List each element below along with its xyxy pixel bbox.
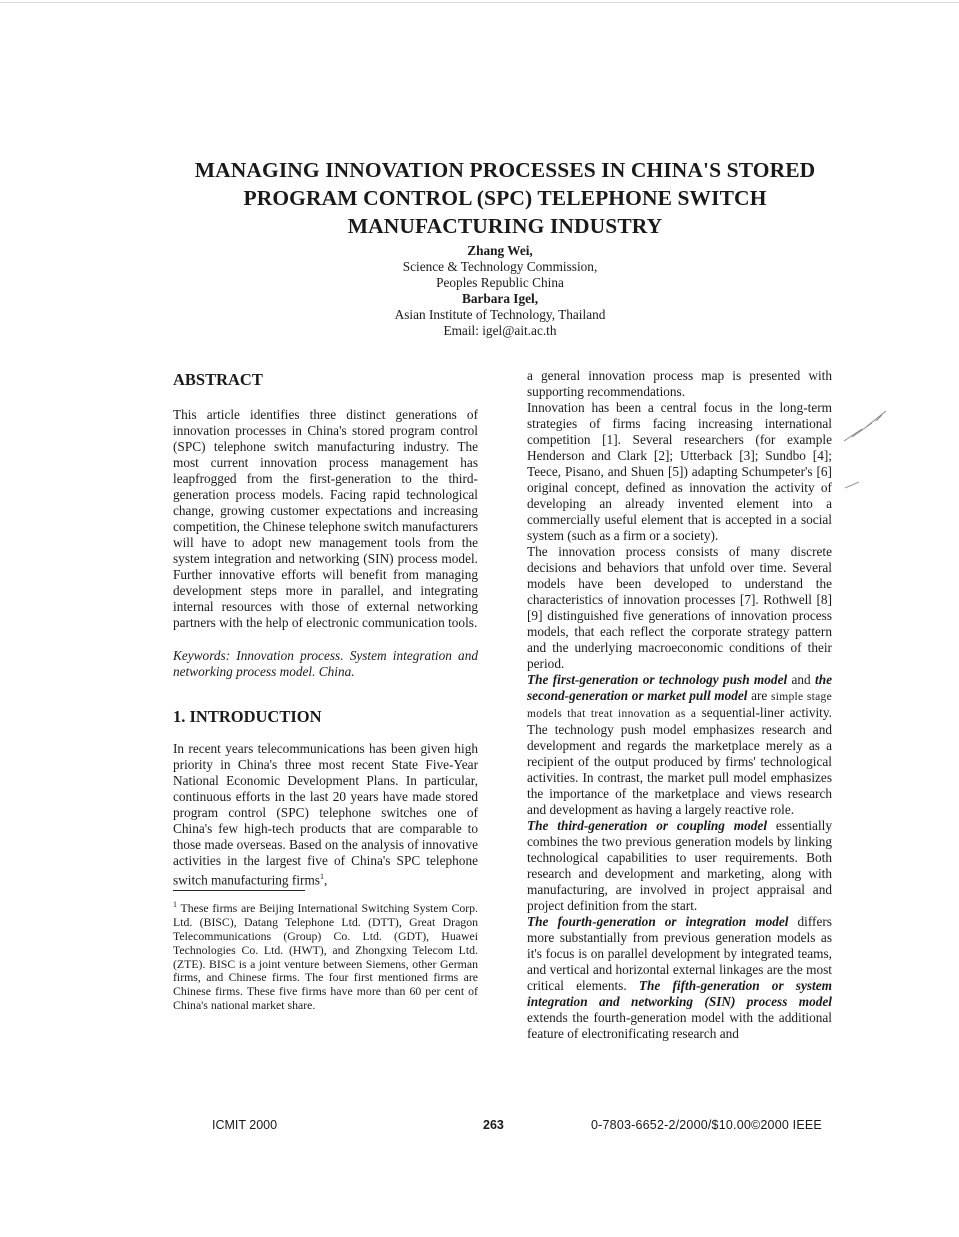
- paragraph-text: sequential-liner activity. The technology push model emphasizes research and development and regards the marketplace merely as a recipient of the output produced by firms' technological activities. In contrast, the market pull model emphasizes the importance of the marketplace and views research and development as having a largely reactive role.: [527, 705, 832, 817]
- model-term: The first-generation or technology push model: [527, 672, 788, 687]
- pencil-scribble-mark: [842, 405, 890, 445]
- paragraph-text: differs more substantially from previous generation models as it's focus is on parallel development by integrated teams, and vertical and horizontal external linkages are the most critical elements.: [527, 914, 832, 993]
- title-line: PROGRAM CONTROL (SPC) TELEPHONE SWITCH: [243, 186, 767, 210]
- footer-conference: ICMIT 2000: [212, 1118, 278, 1132]
- author-name: Barbara Igel,: [461, 291, 539, 306]
- keywords: Keywords: Innovation process. System integration and networking process model. China.: [173, 648, 478, 679]
- model-term: The third-generation or coupling model: [527, 818, 768, 833]
- paragraph: Innovation has been a central focus in the long-term strategies of firms facing increasing international competition [1]. Several researchers (for example Henderson and Clark [2]; Utterback [3]; Sundbo [4]; Teece, Pisano, and Shuen [5]) adapting Schumpeter's [6] original concept, defined as innovation the activity of developing an already invented element into a commercially useful element that is accepted in a social system (such as a firm or a society).: [527, 400, 832, 543]
- author-affiliation: Science & Technology Commission,: [402, 259, 598, 274]
- title-line: MANUFACTURING INDUSTRY: [347, 214, 663, 238]
- paragraph: The innovation process consists of many discrete decisions and behaviors that unfold over time. Several models have been developed to understand the characteristics of innovation processes [7]. Rothwell [8] [9] distinguished five generations of innovation process models, that each reflect the corporate strategy pattern and the underlying macroeconomic conditions of their period.: [527, 544, 832, 671]
- left-column: [173, 370, 478, 1013]
- footnote-number: 1: [173, 900, 177, 910]
- footnote-marker: 1: [319, 872, 324, 881]
- paragraph-text: simple stage models that treat innovation as a: [527, 691, 832, 720]
- author-email: Email: igel@ait.ac.th: [443, 323, 557, 338]
- author-affiliation: Asian Institute of Technology, Thailand: [394, 307, 606, 322]
- abstract-text: This article identifies three distinct generations of innovation processes in China's stored program control (SPC) telephone switch manufacturing industry. The most current innovation process management has leapfrogged from the first-generation to the third-generation process models. Facing rapid technological change, growing customer expectations and increasing competition, the Chinese telephone switch manufacturers will have to adopt new management tools from the system integration and networking (SIN) process model. Further innovative efforts will benefit from managing development steps more in parallel, and integrating internal resources with those of external networking partners with the help of electronic communication tools.: [173, 407, 478, 630]
- introduction-body: In recent years telecommunications has been given high priority in China's three most recent State Five-Year National Economic Development Plans. In particular, continuous efforts in the last 20 years have made stored program control (SPC) telephone switches one of China's few high-tech products that are comparable to those made overseas. Based on the analysis of innovative activities in the largest five of China's SPC telephone switch manufacturing firms: [173, 741, 478, 888]
- author-name: Zhang Wei,: [467, 243, 533, 258]
- paper-title: [150, 156, 860, 240]
- top-scan-edge: [0, 2, 959, 3]
- footnote: [173, 898, 478, 1012]
- footnote-text: These firms are Beijing International Switching System Corp. Ltd. (BISC), Datang Telephone Ltd. (DTT), Great Dragon Telecommunications (Group) Co. Ltd. (GDT), Huawei Technologies Co. Ltd. (HWT), and Zhongxing Telecom Ltd. (ZTE). BISC is a joint venture between Siemens, other German firms, and Chinese firms. The four first mentioned firms are Chinese firms. These five firms have more than 60 per cent of China's national market share.: [173, 901, 478, 1012]
- paragraph: [527, 914, 832, 1042]
- footer-page-number: 263: [483, 1118, 504, 1132]
- author-block: [330, 243, 670, 339]
- paragraph-text: extends the fourth-generation model with the additional feature of electronificating research and: [527, 1010, 832, 1041]
- title-line: MANAGING INNOVATION PROCESSES IN CHINA'S STORED: [194, 158, 816, 182]
- paragraph-text: are: [747, 688, 771, 703]
- paragraph-text: essentially combines the two previous generation models by linking technological capabilities to user requirements. Both research and development and marketing, along with manufacturing, are involved in project appraisal and project definition from the start.: [527, 818, 832, 913]
- paragraph: [527, 818, 832, 914]
- introduction-body-end: ,: [323, 872, 328, 888]
- author-affiliation: Peoples Republic China: [436, 275, 564, 290]
- abstract-heading: ABSTRACT: [173, 370, 263, 389]
- pencil-tick-mark: [843, 478, 863, 492]
- right-column: [527, 368, 832, 1042]
- introduction-heading: 1. INTRODUCTION: [173, 707, 322, 726]
- paragraph: [527, 672, 832, 818]
- paragraph-text: and: [787, 672, 815, 687]
- introduction-text: [173, 741, 478, 888]
- model-term: the second-generation or market pull model: [527, 672, 832, 703]
- model-term: The fifth-generation or system integration and networking (SIN) process model: [527, 978, 832, 1009]
- paragraph: a general innovation process map is presented with supporting recommendations.: [527, 368, 832, 399]
- footer-copyright: 0-7803-6652-2/2000/$10.00©2000 IEEE: [591, 1118, 822, 1132]
- footnote-rule: [173, 890, 305, 891]
- model-term: The fourth-generation or integration model: [527, 914, 789, 929]
